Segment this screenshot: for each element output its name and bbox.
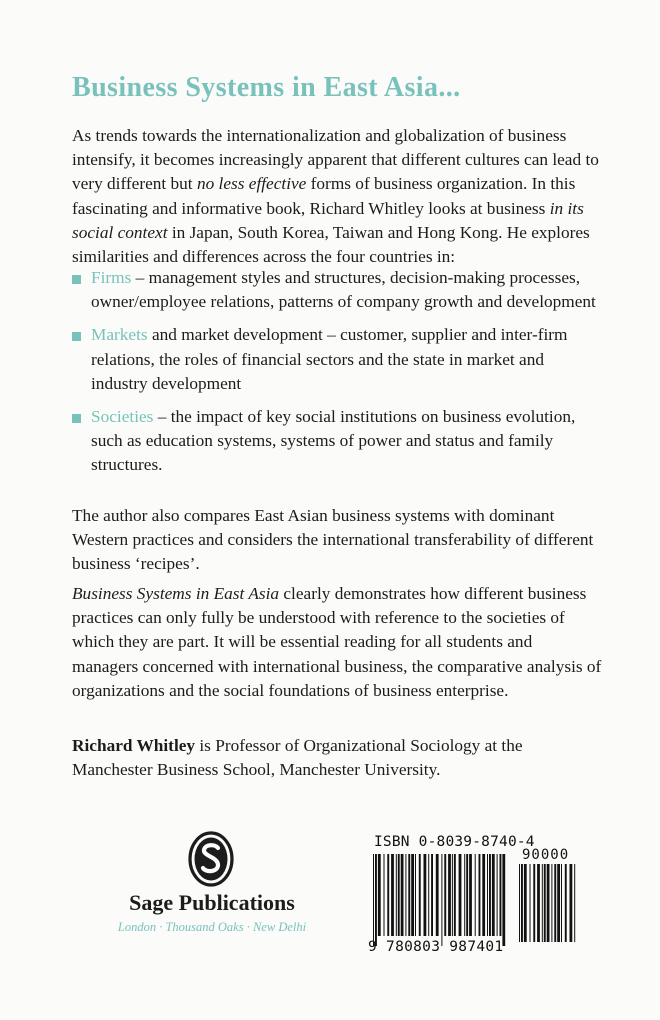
publisher-name: Sage Publications (129, 890, 295, 915)
bullet-term-markets: Markets (91, 325, 148, 345)
barcode-bar (542, 864, 543, 942)
barcode-bar (428, 854, 429, 936)
barcode-bar (444, 854, 446, 936)
barcode-bar (497, 854, 498, 936)
isbn-label: ISBN 0-8039-8740-4 (374, 834, 535, 850)
barcode-digits: 9 780803 987401 (368, 939, 504, 955)
barcode-bar (565, 864, 567, 942)
cover-title: Business Systems in East Asia... (72, 72, 461, 103)
barcode-bar (537, 864, 540, 942)
intro-emphasis-1: no less effective (196, 174, 307, 194)
barcode-bar (387, 854, 389, 936)
barcode-bar (492, 854, 495, 936)
list-item (72, 323, 602, 396)
sage-logo-icon (188, 830, 234, 888)
summary-text: clearly demonstrates how different business practices can only fully be understood with reference to the societies of which they are part. It will be essential reading for all students and managers concerned with international business, the comparative analysis of organizations and the social foundations of business enterprise. (72, 584, 602, 700)
barcode-bar (454, 854, 456, 936)
intro-text-1: As trends towards the internationalization and globalization of business intensify, it becomes increasingly apparent that different cultures can lead to very different but (72, 126, 599, 194)
barcode-bar (500, 854, 502, 936)
barcode-bar (533, 864, 535, 942)
ean-barcode (372, 854, 506, 946)
barcode-bar (401, 854, 404, 936)
barcode-bar (384, 854, 385, 936)
barcode-bar (398, 854, 400, 936)
summary-paragraph (72, 582, 602, 703)
bullet-text: and market development – customer, supplier and inter-firm relations, the roles of financial sectors and the state in market and industry development (91, 325, 568, 393)
price-code: 90000 (522, 847, 570, 863)
barcode-bar (373, 854, 374, 946)
barcode-bar (489, 854, 491, 936)
barcode-bar (431, 854, 433, 936)
bullet-text: – management styles and structures, decision-making processes, owner/employee relations, patterns of company growth and development (91, 268, 596, 312)
list-item (72, 405, 602, 478)
barcode-bar (448, 854, 451, 936)
topic-list (72, 266, 602, 487)
intro-emphasis-2: in its social context (72, 198, 584, 242)
barcode-bar (375, 854, 377, 946)
square-bullet-icon (72, 414, 81, 423)
summary-book-title: Business Systems in East Asia (72, 584, 280, 603)
barcode-bar (524, 864, 527, 942)
barcode-bar (475, 854, 476, 936)
barcode-bar (479, 854, 481, 936)
author-bio-text: is Professor of Organizational Sociology at the Manchester Business School, Manchester University. (72, 736, 523, 780)
barcode-bar (436, 854, 439, 936)
comparison-paragraph: The author also compares East Asian business systems with dominant Western practices and considers the international transferability of different business ‘recipes’. (72, 506, 594, 574)
barcode-bar (551, 864, 552, 942)
barcode-bar (378, 854, 381, 936)
square-bullet-icon (72, 332, 81, 341)
barcode-bar (464, 854, 465, 936)
barcode-bar (519, 864, 520, 942)
barcode-bar (415, 854, 416, 936)
publisher-cities: London · Thousand Oaks · New Delhi (117, 920, 307, 934)
barcode-bar (561, 864, 562, 942)
barcode-bar (547, 864, 550, 942)
barcode-bar (391, 854, 394, 936)
bullet-text: – the impact of key social institutions on business evolution, such as education systems, systems of power and status and family structures. (91, 407, 576, 475)
barcode-bar (557, 864, 560, 942)
barcode-bar (452, 854, 453, 936)
barcode-bar (441, 854, 442, 946)
barcode-bar (396, 854, 397, 936)
intro-text-2: forms of business organization. In this fascinating and informative book, Richard Whitley looks at business (72, 174, 576, 218)
barcode-bar (466, 854, 468, 936)
barcode-bar (405, 854, 406, 936)
barcode-bar (408, 854, 410, 936)
barcode-bar (521, 864, 523, 942)
intro-paragraph (72, 124, 602, 269)
addon-barcode (518, 864, 578, 942)
barcode-bar (530, 864, 531, 942)
barcode-bar (459, 854, 462, 936)
barcode-bar (502, 854, 505, 946)
barcode-bar (482, 854, 485, 936)
barcode-bar (469, 854, 472, 936)
list-item (72, 266, 602, 314)
square-bullet-icon (72, 275, 81, 284)
barcode-bar (419, 854, 421, 936)
barcode-bar (424, 854, 427, 936)
barcode-bar (554, 864, 556, 942)
bullet-term-societies: Societies (91, 407, 154, 427)
barcode-bar (544, 864, 546, 942)
bullet-term-firms: Firms (91, 268, 132, 287)
intro-text-3: in Japan, South Korea, Taiwan and Hong Kong. He explores similarities and differences across the four countries in: (72, 222, 590, 267)
author-bio (72, 734, 602, 782)
barcode-bar (570, 864, 573, 942)
barcode-bar (487, 854, 488, 936)
barcode-bar (574, 864, 575, 942)
author-name: Richard Whitley (72, 736, 196, 755)
barcode-bar (411, 854, 414, 936)
